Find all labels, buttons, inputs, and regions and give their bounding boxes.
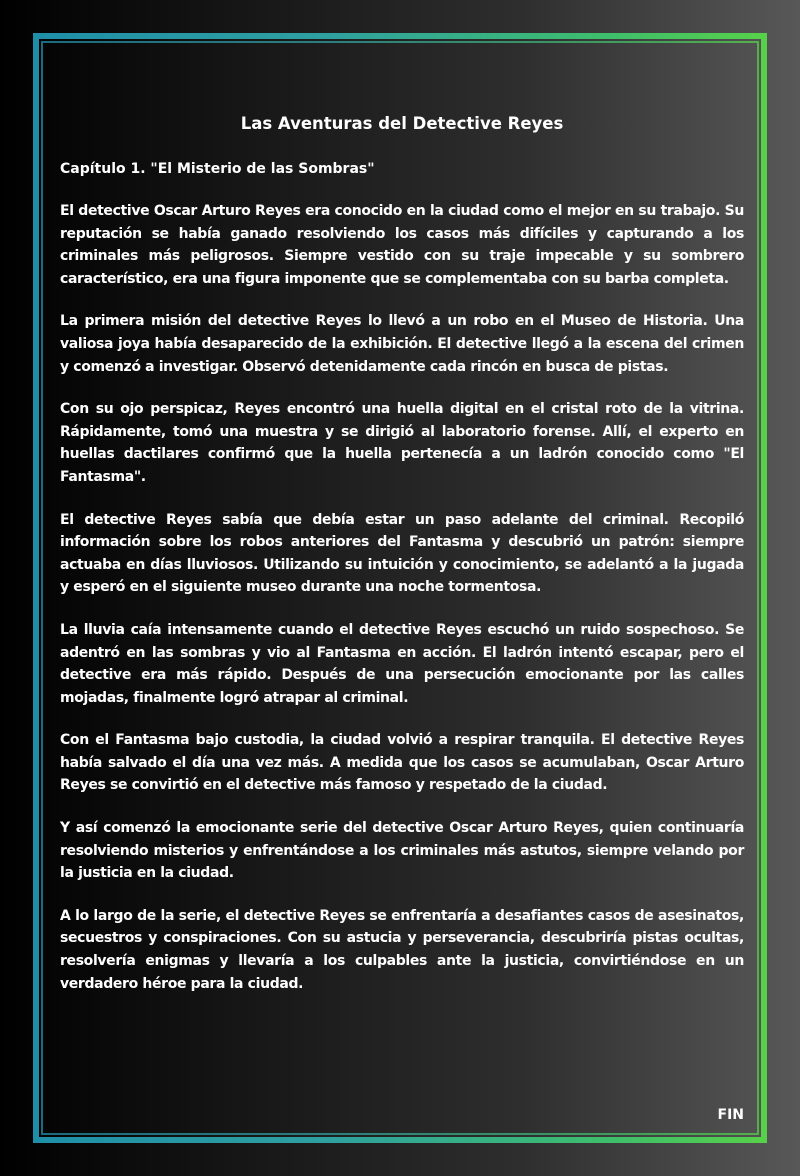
- paragraph-2: La primera misión del detective Reyes lo llevó a un robo en el Museo de Historia. Una valiosa joya había desaparecido de la exhibición. El detective llegó a la escena del crimen y comenzó a investigar. Observó detenidamente cada rincón en busca de pistas.: [60, 313, 744, 375]
- chapter-heading: Capítulo 1. "El Misterio de las Sombras": [60, 161, 375, 177]
- ending-label: FIN: [717, 1107, 744, 1123]
- paragraph-3: Con su ojo perspicaz, Reyes encontró una huella digital en el cristal roto de la vitrina. Rápidamente, tomó una muestra y se dirigió al laboratorio forense. Allí, el experto en huellas dactilares confirmó que la huella pertenecía a un ladrón conocido como "El Fantasma".: [60, 401, 744, 485]
- paragraph-5: La lluvia caía intensamente cuando el detective Reyes escuchó un ruido sospechoso. Se adentró en las sombras y vio al Fantasma en acción. El ladrón intentó escapar, pero el detective era más rápido. Después de una persecución emocionante por las calles mojadas, finalmente logró atrapar al criminal.: [60, 621, 744, 706]
- paragraph-1: El detective Oscar Arturo Reyes era conocido en la ciudad como el mejor en su trabajo. Su reputación se había ganado resolviendo los casos más difíciles y capturando a los criminales más peligrosos. Siempre vestido con su traje impecable y su sombrero característico, era una figura imponente que se complementaba con su barba completa.: [60, 203, 744, 287]
- paragraph-8: A lo largo de la serie, el detective Reyes se enfrentaría a desafiantes casos de asesinatos, secuestros y conspiraciones. Con su astucia y perseverancia, descubriría pistas ocultas, resolvería enigmas y llevaría a los culpables ante la justicia, convirtiéndose en un verdadero héroe para la ciudad.: [60, 907, 744, 992]
- document-body: [60, 112, 744, 1015]
- paragraph-4: El detective Reyes sabía que debía estar un paso adelante del criminal. Recopiló información sobre los robos anteriores del Fantasma y descubrió un patrón: siempre actuaba en días lluviosos. Utilizando su intuición y conocimiento, se adelantó a la jugada y esperó en el siguiente museo durante una noche tormentosa.: [60, 511, 744, 596]
- document-title: Las Aventuras del Detective Reyes: [240, 114, 564, 133]
- paragraph-6: Con el Fantasma bajo custodia, la ciudad volvió a respirar tranquila. El detective Reyes había salvado el día una vez más. A medida que los casos se acumulaban, Oscar Arturo Reyes se convirtió en el detective más famoso y respetado de la ciudad.: [60, 732, 744, 794]
- paragraph-7: Y así comenzó la emocionante serie del detective Oscar Arturo Reyes, quien continuaría resolviendo misterios y enfrentándose a los criminales más astutos, siempre velando por la justicia en la ciudad.: [60, 820, 744, 882]
